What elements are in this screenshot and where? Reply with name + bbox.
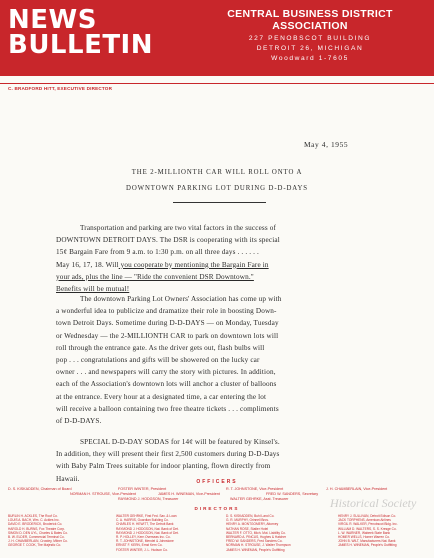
- address-line-2: DETROIT 26, MICHIGAN: [256, 45, 364, 52]
- headline-underline: [173, 202, 266, 203]
- director-entry: GEORGE T. COOK, The Majestic Co.: [8, 543, 62, 548]
- paragraph-transportation: [56, 222, 386, 295]
- underlined-line: Benefits will be mutual!: [56, 285, 130, 294]
- paragraph-line: or Wednesday — the 2-MILLIONTH CAR to park on downtown lots will: [56, 331, 279, 340]
- director-entry: FOSTER WINTER, J. L. Hudson Co.: [116, 547, 168, 552]
- officer-entry: WALTER GEHRKE, Asst. Treasurer: [230, 497, 289, 501]
- director-entry: R. P. HOLLEY, Kern Overseas Inc. Co.: [116, 535, 171, 540]
- directors-list: [8, 514, 428, 554]
- paragraph-line: pop . . . congratulations and gifts will be showered on the lucky car: [56, 356, 260, 365]
- paragraph-line: will receive a balloon containing two free theatre tickets . . . compliments: [56, 404, 279, 413]
- directors-column: [116, 514, 196, 552]
- letter-date: May 4, 1955: [304, 140, 349, 149]
- director-entry: HOMER WELLS, Homer Warren Co.: [338, 535, 390, 540]
- officer-entry: FOSTER WINTER, President: [118, 487, 167, 491]
- paragraph-line: of D-D-DAYS.: [56, 417, 102, 426]
- director-entry: JAMES H. WINEMAN, People's Outfitting: [226, 547, 285, 552]
- officer-entry: D. S. KISKADDEN, Chairman of Board: [8, 487, 72, 491]
- director-entry: WALTER F. OTTO, Mich. Mut. Liability Co.: [226, 530, 286, 535]
- paragraph-line: at the entrance. Every hour at a designated time, a car entering the lot: [56, 392, 267, 401]
- officer-entry: R. T. JOHNSTONE, Vice-President: [226, 487, 284, 491]
- paragraph-line: with Baby Palm Trees suitable for indoor planting, flown directly from: [56, 462, 271, 471]
- director-entry: JOHN B. WILT, Manufacturers Nat. Bank: [338, 539, 396, 544]
- director-entry: RAYMOND J. HODGSON, Nat. Bank of Det.: [116, 530, 179, 535]
- director-entry: CHARLES H. HEWITT, The Detroit Bank: [116, 522, 174, 527]
- paragraph-line: Hawaii.: [56, 474, 80, 483]
- headline-line-2: DOWNTOWN PARKING LOT DURING D-D-DAYS: [126, 185, 308, 192]
- logo-line-news: NEWS: [8, 5, 97, 35]
- officers-title: OFFICERS: [196, 479, 238, 485]
- masthead-divider: [0, 83, 434, 84]
- headline-line-1: THE 2-MILLIONTH CAR WILL ROLL ONTO A: [131, 169, 303, 176]
- paragraph-line: each of the Association's downtown lots will anchor a cluster of balloons: [56, 380, 277, 389]
- director-entry: SIMON D. DEN UYL, Charles & Bates Co.: [8, 530, 68, 535]
- director-entry: WALTER GEHRKE, First Fed. Sav. & Loan: [116, 514, 177, 518]
- officer-entry: FRED W. SANDERS, Secretary: [266, 492, 319, 496]
- directors-column: [8, 514, 88, 548]
- director-entry: NATHAN ROSE, Statler Hotel: [226, 526, 269, 531]
- news-bulletin-logo: [8, 5, 153, 60]
- director-entry: BURLIN H. ACKLES, The Roof Co.: [8, 514, 58, 518]
- paragraph-line: town Detroit Days. Sometime during D-D-DAYS — on Monday, Tuesday: [56, 319, 279, 328]
- paragraph-line: The downtown Parking Lot Owners' Association has come up with: [80, 295, 282, 303]
- address-line-1: 227 PENOBSCOT BUILDING: [248, 35, 372, 42]
- director-entry: J. H. CHAMBERLAIN, Crowley, Milner Co.: [8, 539, 68, 544]
- director-entry: DAVID E. BRODERICK, Broderick Co.: [8, 522, 63, 527]
- director-entry: B. W. ELDER, Commercial Terminal Co.: [8, 535, 65, 540]
- director-entry: JACK TORPHENS, American Airlines: [338, 518, 391, 523]
- underlined-line: your ads, plus the line — "Ride the convenient DSR Downtown.": [56, 272, 254, 281]
- paragraph-line: SPECIAL D-D-DAY SODAS for 14¢ will be featured by Kinsel's.: [80, 438, 280, 446]
- paragraph-line: a wonderful idea to publicize and dramatize their role in boosting Down-: [56, 307, 277, 316]
- directors-title: DIRECTORS: [194, 506, 240, 511]
- director-entry: G. R. MURPHY, Grinnell Bros.: [226, 518, 269, 523]
- director-entry: HENRY A. MONTGOMERY, Attorney: [226, 522, 279, 527]
- directors-column: [338, 514, 418, 548]
- director-entry: FRED W. SANDERS, Fred Sanders Co.: [226, 539, 283, 544]
- director-entry: R. T. JOHNSTONE, Mendel & Johnstone: [116, 539, 174, 544]
- officer-entry: RAYMOND J. HODGSON, Treasurer: [118, 497, 179, 501]
- director-entry: JAMES H. WINEMAN, People's Outfitting: [338, 543, 397, 548]
- director-entry: ERNST F. KERN, Ernst Kern Co.: [116, 543, 163, 548]
- officer-entry: JAMES H. WINEMAN, Vice-President: [158, 492, 220, 496]
- director-entry: HAROLD H. BURNS, Fox Theatre Corp.: [8, 526, 65, 531]
- directors-column: [226, 514, 306, 552]
- officer-entry: J. H. CHAMBERLAIN, Vice-President: [326, 487, 388, 491]
- director-entry: RAYMOND J. HODGSON, Nat. Bank of Det.: [116, 526, 179, 531]
- paragraph-line: owner . . . and newspapers will carry the story with pictures. In addition,: [56, 368, 276, 377]
- director-entry: WILLIAM D. WALTERS, S. S. Kresge Co.: [338, 526, 397, 531]
- underlined-text: you cooperate by mentioning the Bargain Fare in: [118, 260, 269, 269]
- paragraph-sodas: [56, 436, 386, 485]
- masthead: [0, 0, 434, 76]
- paragraph-line: 15¢ Bargain Fare from 9 a.m. to 1:30 p.m. on all three days . . . . . .: [56, 248, 259, 257]
- association-name: CENTRAL BUSINESS DISTRICT ASSOCIATION: [227, 8, 393, 32]
- director-entry: NORMAN H. STROUSE, J. Walter Thompson: [226, 543, 291, 548]
- paragraph-line: [56, 259, 386, 271]
- paragraph-line: Transportation and parking are two vital factors in the success of: [80, 224, 277, 232]
- paragraph-line: DOWNTOWN DETROIT DAYS. The DSR is cooperating with its special: [56, 236, 280, 245]
- paragraph-line: roll through the entrance gate. As the driver gets out, flash bulbs will: [56, 343, 265, 352]
- phone-number: Woodward 1-7605: [271, 55, 349, 62]
- paragraph-text: May 16, 17, 18. Will: [56, 260, 119, 269]
- director-entry: L. W. WARNER, Wabeek State Bank: [338, 530, 391, 535]
- executive-director: C. BRADFORD HITT, EXECUTIVE DIRECTOR: [8, 86, 113, 91]
- association-address-block: [194, 8, 426, 62]
- paragraph-parking-lot: [56, 293, 386, 427]
- director-entry: LOUIS A. BACH, Wm. C. Ackles Inc.: [8, 518, 60, 523]
- director-entry: C. A. HARRIS, Guardian Building Co.: [116, 518, 169, 523]
- logo-line-bulletin: BULLETIN: [8, 30, 153, 60]
- officer-entry: NORMAN H. STROUSE, Vice-President: [70, 492, 136, 496]
- director-entry: BERNARD A. PINCUS, Hughes & Hatcher: [226, 535, 287, 540]
- paragraph-line: In addition, they will present their first 2,500 customers during D-D-Days: [56, 450, 280, 459]
- historical-society-watermark: Historical Society: [330, 496, 417, 510]
- director-entry: D. S. KISKADDEN, Buhl Land Co.: [226, 514, 275, 518]
- director-entry: HENRY J. SULLIVAN, Detroit Edison Co.: [338, 514, 397, 518]
- director-entry: VIRGIL R. WALKER, Penobscot Bldg. Inc.: [338, 522, 398, 527]
